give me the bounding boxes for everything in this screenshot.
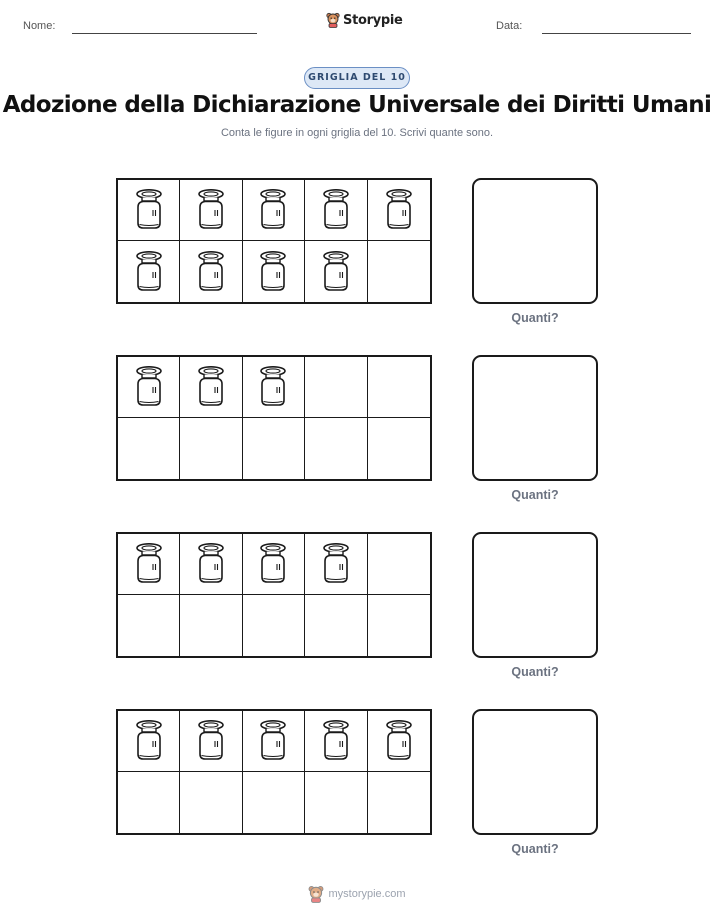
inkwell-icon [195, 542, 227, 586]
ten-frame-cell [180, 241, 242, 302]
inkwell-icon [320, 188, 352, 232]
ten-frame-cell [368, 357, 430, 418]
ten-frame-cell [243, 534, 305, 595]
bear-mascot-icon [308, 885, 324, 903]
ten-frame-cell [118, 180, 180, 241]
answer-box[interactable] [472, 355, 598, 481]
ten-frame-cell [305, 772, 367, 833]
ten-frame [116, 355, 432, 481]
date-line[interactable] [542, 33, 691, 34]
brand-name: Storypie [343, 12, 403, 28]
instructions: Conta le figure in ogni griglia del 10. Scrivi quante sono. [220, 127, 494, 139]
ten-frame-cell [243, 357, 305, 418]
brand-logo [326, 12, 403, 28]
answer-label: Quanti? [511, 311, 559, 325]
ten-frame-cell [243, 418, 305, 479]
ten-frame-cell [305, 180, 367, 241]
inkwell-icon [257, 719, 289, 763]
ten-frame-cell [180, 357, 242, 418]
ten-frame-cell [305, 711, 367, 772]
inkwell-icon [195, 719, 227, 763]
inkwell-icon [257, 250, 289, 294]
ten-frame-cell [368, 241, 430, 302]
answer-box[interactable] [472, 532, 598, 658]
answer-box[interactable] [472, 178, 598, 304]
ten-frame-cell [305, 418, 367, 479]
worksheet-type-badge: GRIGLIA DEL 10 [304, 67, 410, 89]
ten-frame-cell [118, 772, 180, 833]
ten-frame-cell [243, 772, 305, 833]
ten-frame-cell [118, 711, 180, 772]
ten-frame-cell [305, 595, 367, 656]
ten-frame-cell [305, 357, 367, 418]
inkwell-icon [320, 250, 352, 294]
inkwell-icon [383, 719, 415, 763]
footer-url: mystorypie.com [328, 888, 406, 900]
ten-frame-cell [305, 534, 367, 595]
ten-frame-cell [368, 180, 430, 241]
ten-frame-cell [180, 595, 242, 656]
inkwell-icon [320, 542, 352, 586]
ten-frame-cell [118, 418, 180, 479]
bear-mascot-icon [326, 12, 340, 28]
inkwell-icon [133, 250, 165, 294]
name-label: Nome: [23, 20, 56, 32]
ten-frame [116, 709, 432, 835]
ten-frame-cell [180, 534, 242, 595]
ten-frame-cell [368, 595, 430, 656]
footer [0, 885, 714, 903]
ten-frame-cell [118, 534, 180, 595]
ten-frame-cell [368, 418, 430, 479]
ten-frame-cell [368, 534, 430, 595]
ten-frame-cell [118, 241, 180, 302]
ten-frame-cell [243, 595, 305, 656]
answer-label: Quanti? [511, 665, 559, 679]
inkwell-icon [195, 250, 227, 294]
inkwell-icon [133, 365, 165, 409]
ten-frame-cell [243, 241, 305, 302]
ten-frame-cell [368, 772, 430, 833]
ten-frame-cell [118, 595, 180, 656]
ten-frame-cell [180, 418, 242, 479]
ten-frame-cell [180, 772, 242, 833]
date-label: Data: [496, 20, 523, 32]
ten-frame-cell [118, 357, 180, 418]
inkwell-icon [133, 719, 165, 763]
inkwell-icon [320, 719, 352, 763]
inkwell-icon [257, 542, 289, 586]
inkwell-icon [195, 365, 227, 409]
inkwell-icon [257, 188, 289, 232]
inkwell-icon [133, 542, 165, 586]
ten-frame-cell [180, 180, 242, 241]
inkwell-icon [133, 188, 165, 232]
ten-frame-cell [243, 711, 305, 772]
inkwell-icon [195, 188, 227, 232]
ten-frame-cell [243, 180, 305, 241]
page-title: Adozione della Dichiarazione Universale dei Diritti Umani [2, 92, 712, 118]
inkwell-icon [383, 188, 415, 232]
answer-label: Quanti? [511, 842, 559, 856]
ten-frame [116, 532, 432, 658]
ten-frame-cell [368, 711, 430, 772]
ten-frame [116, 178, 432, 304]
answer-box[interactable] [472, 709, 598, 835]
name-line[interactable] [72, 33, 257, 34]
inkwell-icon [257, 365, 289, 409]
ten-frame-cell [180, 711, 242, 772]
ten-frame-cell [305, 241, 367, 302]
answer-label: Quanti? [511, 488, 559, 502]
